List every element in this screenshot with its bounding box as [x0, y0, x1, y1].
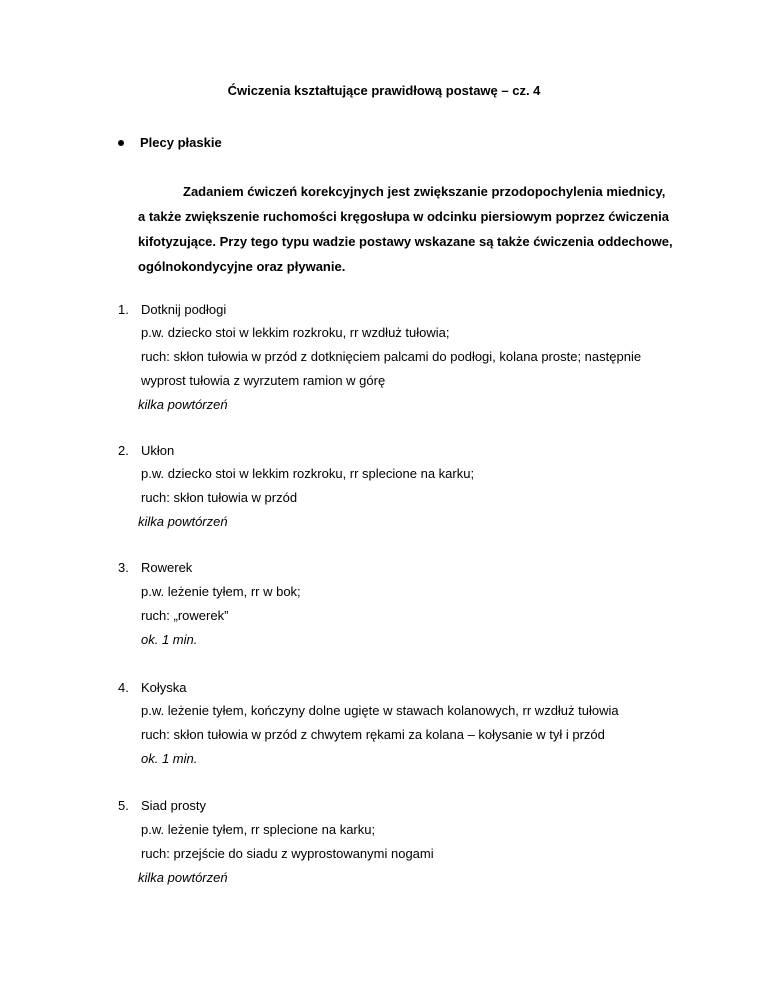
intro-line: ogólnokondycyjne oraz pływanie.	[138, 259, 346, 274]
exercise-number: 1.	[118, 302, 129, 317]
exercise-name: Kołyska	[141, 680, 187, 695]
exercise-line: ruch: skłon tułowia w przód z dotknięciem palcami do podłogi, kolana proste; następnie	[141, 349, 642, 364]
intro-line: kifotyzujące. Przy tego typu wadzie postawy wskazane są także ćwiczenia oddechowe,	[138, 234, 673, 249]
exercise-name: Siad prosty	[141, 798, 207, 813]
exercise-line: ruch: skłon tułowia w przód z chwytem rękami za kolana – kołysanie w tył i przód	[141, 727, 605, 742]
exercise-line: ruch: przejście do siadu z wyprostowanymi nogami	[141, 846, 434, 861]
exercise-line: wyprost tułowia z wyrzutem ramion w górę	[141, 373, 386, 388]
exercise-line: p.w. leżenie tyłem, kończyny dolne ugięte w stawach kolanowych, rr wzdłuż tułowia	[141, 703, 619, 718]
exercise-line: p.w. leżenie tyłem, rr splecione na karku;	[141, 822, 376, 837]
exercise-reps: kilka powtórzeń	[138, 870, 228, 885]
intro-line: Zadaniem ćwiczeń korekcyjnych jest zwiększanie przodopochylenia miednicy,	[183, 184, 666, 199]
document-title: Ćwiczenia kształtujące prawidłową postawę – cz. 4	[227, 83, 541, 98]
exercise-line: p.w. dziecko stoi w lekkim rozkroku, rr splecione na karku;	[141, 466, 475, 481]
exercise-name: Dotknij podłogi	[141, 302, 227, 317]
exercise-line: p.w. leżenie tyłem, rr w bok;	[141, 584, 301, 599]
intro-line: a także zwiększenie ruchomości kręgosłupa w odcinku piersiowym poprzez ćwiczenia	[138, 209, 670, 224]
exercise-number: 3.	[118, 560, 129, 575]
exercise-name: Rowerek	[141, 560, 193, 575]
section-heading: Plecy płaskie	[140, 135, 222, 150]
exercise-number: 4.	[118, 680, 129, 695]
exercise-reps: ok. 1 min.	[141, 632, 198, 647]
exercise-number: 5.	[118, 798, 129, 813]
exercise-reps: kilka powtórzeń	[138, 514, 228, 529]
bullet-icon	[118, 140, 124, 146]
exercise-name: Ukłon	[141, 443, 175, 458]
exercise-line: ruch: „rowerek”	[141, 608, 229, 623]
exercise-reps: kilka powtórzeń	[138, 397, 228, 412]
exercise-line: p.w. dziecko stoi w lekkim rozkroku, rr wzdłuż tułowia;	[141, 325, 450, 340]
exercise-line: ruch: skłon tułowia w przód	[141, 490, 298, 505]
exercise-reps: ok. 1 min.	[141, 751, 198, 766]
exercise-number: 2.	[118, 443, 129, 458]
